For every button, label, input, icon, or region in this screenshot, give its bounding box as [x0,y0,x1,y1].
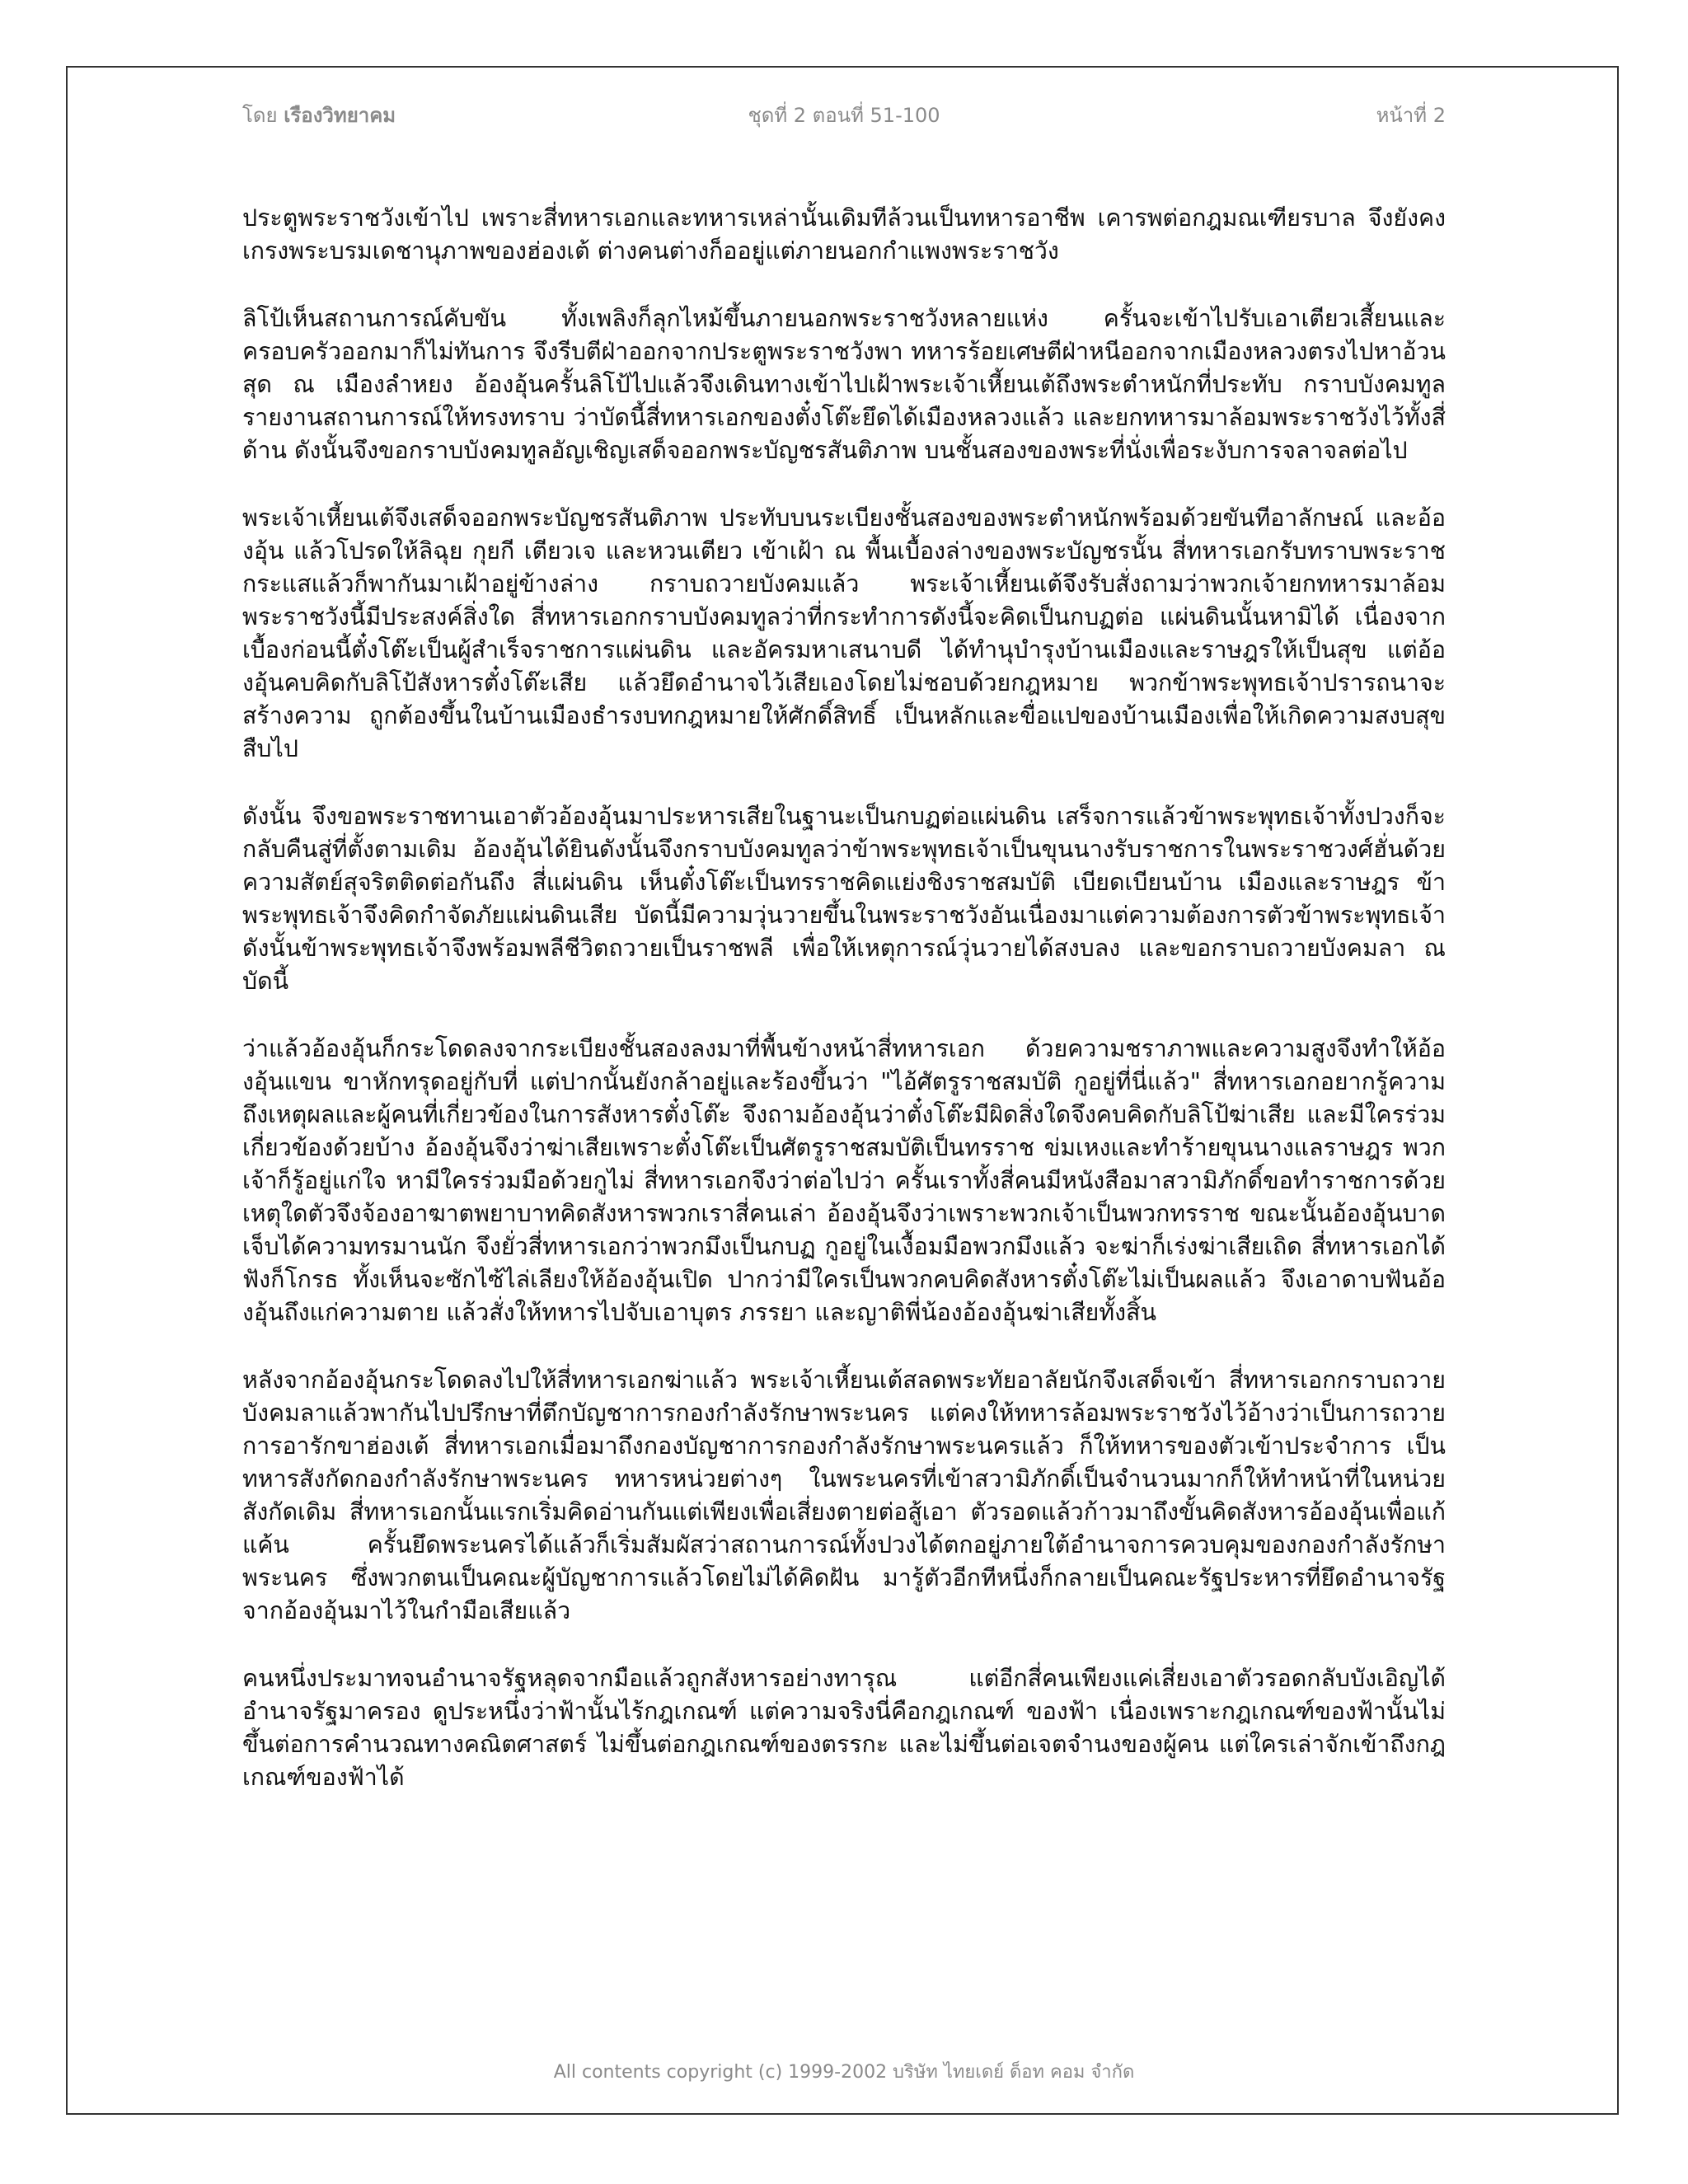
series-label: ชุดที่ 2 ตอนที่ 51-100 [748,104,940,127]
page-number: หน้าที่ 2 [1376,104,1446,127]
paragraph-1: ประตูพระราชวังเข้าไป เพราะสี่ทหารเอกและทหารเหล่านั้นเดิมทีล้วนเป็นทหารอาชีพ เคารพต่อกฎมณเฑียรบาล จึงยังคงเกรงพระบรมเดชานุภาพของฮ่องเต้ ต่างคนต่างก็ออยู่แต่ภายนอกกำแพงพระราชวัง [242,204,1446,265]
paragraph-7: คนหนึ่งประมาทจนอำนาจรัฐหลุดจากมือแล้วถูกสังหารอย่างทารุณ แต่อีกสี่คนเพียงแค่เสี่ยงเอาตัวรอดกลับบังเอิญได้อำนาจรัฐมาครอง ดูประหนึ่งว่าฟ้านั้นไร้กฎเกณฑ์ แต่ความจริงนี่คือกฎเกณฑ์ ของฟ้า เนื่องเพราะกฎเกณฑ์ของฟ้านั้นไม่ขึ้นต่อการคำนวณทางคณิตศาสตร์ ไม่ขึ้นต่อกฎเกณฑ์ของตรรกะ และไม่ขึ้นต่อเจตจำนงของผู้คน แต่ใครเล่าจักเข้าถึงกฎเกณฑ์ของฟ้าได้ [242,1665,1446,1791]
paragraph-5: ว่าแล้วอ้องอุ้นก็กระโดดลงจากระเบียงชั้นสองลงมาที่พื้นข้างหน้าสี่ทหารเอก ด้วยความชราภาพและความสูงจึงทำให้อ้องอุ้นแขน ขาหักทรุดอยู่กับที่ แต่ปากนั้นยังกล้าอยู่และร้องขึ้นว่า "ไอ้ศัตรูราชสมบัติ กูอยู่ที่นี่แล้ว" สี่ทหารเอกอยากรู้ความถึงเหตุผลและผู้คนที่เกี่ยวข้องในการสังหารตั๋งโต๊ะ จึงถามอ้องอุ้นว่าตั๋งโต๊ะมีผิดสิ่งใดจึงคบคิดกับลิโป้ฆ่าเสีย และมีใครร่วมเกี่ยวข้องด้วยบ้าง อ้องอุ้นจึงว่าฆ่าเสียเพราะตั๋งโต๊ะเป็นศัตรูราชสมบัติเป็นทรราช ข่มเหงและทำร้ายขุนนางแลราษฎร พวกเจ้าก็รู้อยู่แก่ใจ หามีใครร่วมมือด้วยกูไม่ สี่ทหารเอกจึงว่าต่อไปว่า ครั้นเราทั้งสี่คนมีหนังสือมาสวามิภักดิ์ขอทำราชการด้วย เหตุใดตัวจึงจ้องอาฆาตพยาบาทคิดสังหารพวกเราสี่คนเล่า อ้องอุ้นจึงว่าเพราะพวกเจ้าเป็นพวกทรราช ขณะนั้นอ้องอุ้นบาดเจ็บได้ความทรมานนัก จึงยั่วสี่ทหารเอกว่าพวกมึงเป็นกบฏ กูอยู่ในเงื้อมมือพวกมึงแล้ว จะฆ่าก็เร่งฆ่าเสียเถิด สี่ทหารเอกได้ฟังก็โกรธ ทั้งเห็นจะซักไซ้ไล่เลียงให้อ้องอุ้นเปิด ปากว่ามีใครเป็นพวกคบคิดสังหารตั๋งโต๊ะไม่เป็นผลแล้ว จึงเอาดาบฟันอ้องอุ้นถึงแก่ความตาย แล้วสั่งให้ทหารไปจับเอาบุตร ภรรยา และญาติพี่น้องอ้องอุ้นฆ่าเสียทั้งสิ้น [242,1035,1446,1326]
page-header [242,99,1446,132]
paragraph-4: ดังนั้น จึงขอพระราชทานเอาตัวอ้องอุ้นมาประหารเสียในฐานะเป็นกบฏต่อแผ่นดิน เสร็จการแล้วข้าพระพุทธเจ้าทั้งปวงก็จะ กลับคืนสู่ที่ตั้งตามเดิม อ้องอุ้นได้ยินดังนั้นจึงกราบบังคมทูลว่าข้าพระพุทธเจ้าเป็นขุนนางรับราชการในพระราชวงศ์ฮั่นด้วยความสัตย์สุจริตติดต่อกันถึง สี่แผ่นดิน เห็นตั๋งโต๊ะเป็นทรราชคิดแย่งชิงราชสมบัติ เบียดเบียนบ้าน เมืองและราษฎร ข้าพระพุทธเจ้าจึงคิดกำจัดภัยแผ่นดินเสีย บัดนี้มีความวุ่นวายขึ้นในพระราชวังอันเนื่องมาแต่ความต้องการตัวข้าพระพุทธเจ้า ดังนั้นข้าพระพุทธเจ้าจึงพร้อมพลีชีวิตถวายเป็นราชพลี เพื่อให้เหตุการณ์วุ่นวายได้สงบลง และขอกราบถวายบังคมลา ณ บัดนี้ [242,803,1446,995]
document-body [242,202,1446,1829]
author-name: เรืองวิทยาคม [284,104,396,127]
paragraph-2: ลิโป้เห็นสถานการณ์คับขัน ทั้งเพลิงก็ลุกไหม้ขึ้นภายนอกพระราชวังหลายแห่ง ครั้นจะเข้าไปรับเอาเตียวเสี้ยนและครอบครัวออกมาก็ไม่ทันการ จึงรีบตีฝ่าออกจากประตูพระราชวังพา ทหารร้อยเศษตีฝ่าหนีออกจากเมืองหลวงตรงไปหาอ้วนสุด ณ เมืองลำหยง อ้องอุ้นครั้นลิโป้ไปแล้วจึงเดินทางเข้าไปเฝ้าพระเจ้าเหี้ยนเต้ถึงพระตำหนักที่ประทับ กราบบังคมทูลรายงานสถานการณ์ให้ทรงทราบ ว่าบัดนี้สี่ทหารเอกของตั๋งโต๊ะยึดได้เมืองหลวงแล้ว และยกทหารมาล้อมพระราชวังไว้ทั้งสี่ด้าน ดังนั้นจึงขอกราบบังคมทูลอัญเชิญเสด็จออกพระบัญชรสันติภาพ บนชั้นสองของพระที่นั่งเพื่อระงับการจลาจลต่อไป [242,305,1446,464]
copyright-footer: All contents copyright (c) 1999-2002 บริษัท ไทยเดย์ ด็อท คอม จำกัด [553,2062,1135,2083]
paragraph-6: หลังจากอ้องอุ้นกระโดดลงไปให้สี่ทหารเอกฆ่าแล้ว พระเจ้าเหี้ยนเต้สลดพระทัยอาลัยนักจึงเสด็จเข้า สี่ทหารเอกกราบถวายบังคมลาแล้วพากันไปปรึกษาที่ตึกบัญชาการกองกำลังรักษาพระนคร แต่คงให้ทหารล้อมพระราชวังไว้อ้างว่าเป็นการถวายการอารักขาฮ่องเต้ สี่ทหารเอกเมื่อมาถึงกองบัญชาการกองกำลังรักษาพระนครแล้ว ก็ให้ทหารของตัวเข้าประจำการ เป็นทหารสังกัดกองกำลังรักษาพระนคร ทหารหน่วยต่างๆ ในพระนครที่เข้าสวามิภักดิ์เป็นจำนวนมากก็ให้ทำหน้าที่ในหน่วยสังกัดเดิม สี่ทหารเอกนั้นแรกเริ่มคิดอ่านกันแต่เพียงเพื่อเสี่ยงตายต่อสู้เอา ตัวรอดแล้วก้าวมาถึงขั้นคิดสังหารอ้องอุ้นเพื่อแก้แค้น ครั้นยึดพระนครได้แล้วก็เริ่มสัมผัสว่าสถานการณ์ทั้งปวงได้ตกอยู่ภายใต้อำนาจการควบคุมของกองกำลังรักษาพระนคร ซึ่งพวกตนเป็นคณะผู้บัญชาการแล้วโดยไม่ได้คิดฝัน มารู้ตัวอีกทีหนึ่งก็กลายเป็นคณะรัฐประหารที่ยึดอำนาจรัฐจากอ้องอุ้นมาไว้ในกำมือเสียแล้ว [242,1366,1446,1624]
paragraph-3: พระเจ้าเหี้ยนเต้จึงเสด็จออกพระบัญชรสันติภาพ ประทับบนระเบียงชั้นสองของพระตำหนักพร้อมด้วยขันทีอาลักษณ์ และอ้องอุ้น แล้วโปรดให้ลิฉุย กุยกี เตียวเจ และหวนเตียว เข้าเฝ้า ณ พื้นเบื้องล่างของพระบัญชรนั้น สี่ทหารเอกรับทราบพระราชกระแสแล้วก็พากันมาเฝ้าอยู่ข้างล่าง กราบถวายบังคมแล้ว พระเจ้าเหี้ยนเต้จึงรับสั่งถามว่าพวกเจ้ายกทหารมาล้อมพระราชวังนี้มีประสงค์สิ่งใด สี่ทหารเอกกราบบังคมทูลว่าที่กระทำการดังนี้จะคิดเป็นกบฏต่อ แผ่นดินนั้นหามิได้ เนื่องจากเบื้องก่อนนี้ตั๋งโต๊ะเป็นผู้สำเร็จราชการแผ่นดิน และอัครมหาเสนาบดี ได้ทำนุบำรุงบ้านเมืองและราษฎรให้เป็นสุข แต่อ้องอุ้นคบคิดกับลิโป้สังหารตั๋งโต๊ะเสีย แล้วยึดอำนาจไว้เสียเองโดยไม่ชอบด้วยกฎหมาย พวกข้าพระพุทธเจ้าปรารถนาจะสร้างความ ถูกต้องขึ้นในบ้านเมืองธำรงบทกฎหมายให้ศักดิ์สิทธิ์ เป็นหลักและขื่อแปของบ้านเมืองเพื่อให้เกิดความสงบสุขสืบไป [242,504,1446,762]
author-prefix: โดย [242,104,278,127]
